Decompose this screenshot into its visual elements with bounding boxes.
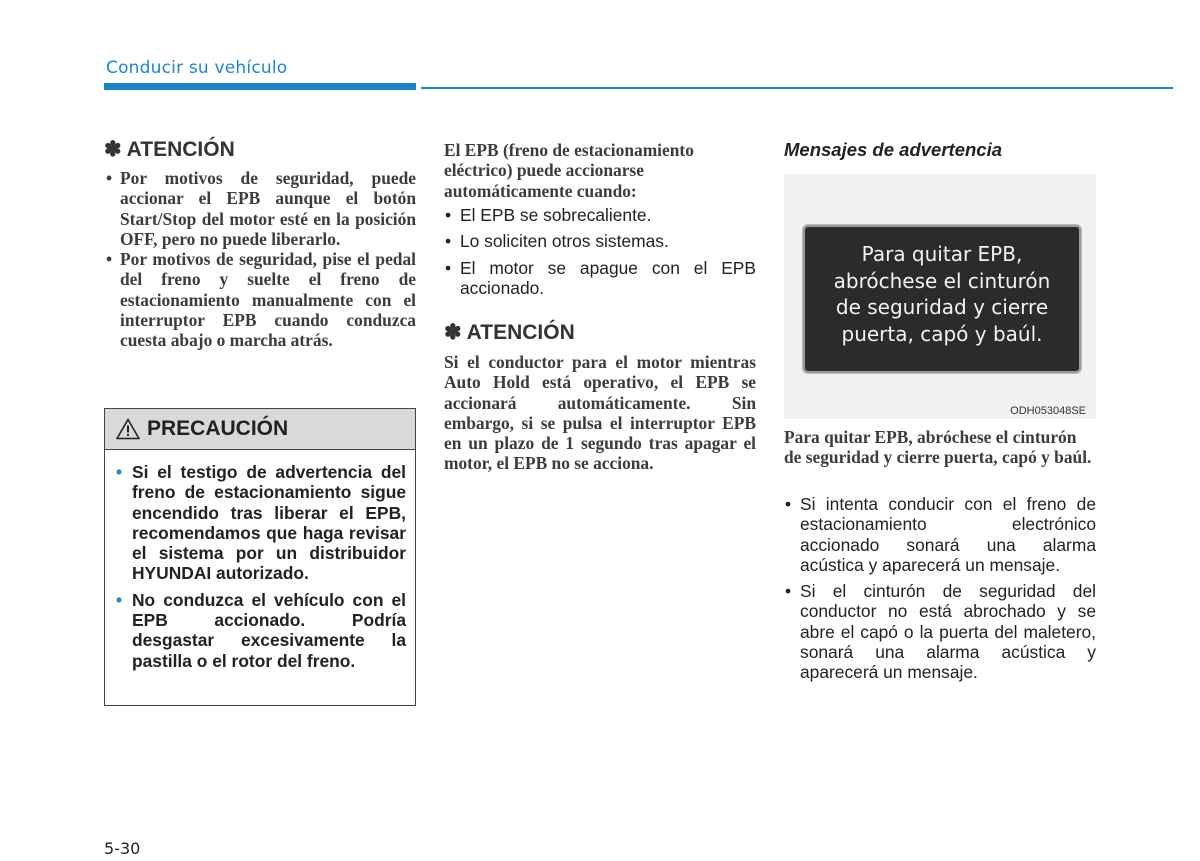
caution-title: PRECAUCIÓN [147, 417, 289, 440]
cluster-display [803, 225, 1081, 373]
warning-messages-list [784, 494, 1096, 689]
warning-triangle-icon [116, 418, 140, 440]
list-item: • Por motivos de seguridad, puede accionar el EPB aunque el botón Start/Stop del motor esté en la posición OFF, pero no puede liberarlo. [106, 168, 416, 249]
caution-list [115, 462, 406, 677]
warning-messages-heading: Mensajes de advertencia [784, 139, 1002, 160]
list-item: • El motor se apague con el EPB accionado. [445, 257, 756, 298]
caution-header [105, 409, 415, 450]
list-item: • Si el cinturón de seguridad del conductor no está abrochado y se abre el capó o la puerta del maletero, sonará una alarma acústica y aparecerá un mensaje. [785, 581, 1096, 683]
list-item: • Si intenta conducir con el freno de estacionamiento electrónico accionado sonará una alarma acústica y aparecerá un mensaje. [785, 494, 1096, 575]
header-rule-thin [421, 87, 1173, 89]
image-caption: Para quitar EPB, abróchese el cinturón de seguridad y cierre puerta, capó y baúl. [784, 427, 1092, 468]
list-item: • No conduzca el vehículo con el EPB accionado. Podría desgastar excesivamente la pastilla o el rotor del freno. [116, 589, 406, 671]
epb-intro: El EPB (freno de estacionamiento eléctrico) puede accionarse automáticamente cuando: [444, 140, 694, 201]
epb-conditions-list [444, 205, 756, 304]
section-title: Conducir su vehículo [106, 58, 288, 78]
list-item: • Lo soliciten otros sistemas. [445, 231, 669, 252]
cluster-message-text: Para quitar EPB, abróchese el cinturón de seguridad y cierre puerta, capó y baúl. [833, 242, 1051, 346]
caution-box [104, 408, 416, 706]
image-code: ODH053048SE [1010, 405, 1086, 417]
attention-heading-1: ✽ ATENCIÓN [104, 138, 235, 161]
list-item: • Si el testigo de advertencia del freno de estacionamiento sigue encendido tras liberar el EPB, recomendamos que haga revisar el sistema por un distribuidor HYUNDAI autorizado. [116, 462, 406, 584]
page-number: 5-30 [104, 839, 141, 858]
attention-list-1 [104, 168, 416, 351]
attention-heading-2: ✽ ATENCIÓN [444, 321, 575, 344]
cluster-message-image [784, 174, 1096, 419]
header-rule-thick [104, 83, 416, 90]
attention-text-2: Si el conductor para el motor mientras Auto Hold está operativo, el EPB se accionará automáticamente. Sin embargo, si se pulsa el interruptor EPB en un plazo de 1 segundo tras apagar el motor, el EPB no se acciona. [444, 352, 756, 474]
list-item: • El EPB se sobrecaliente. [445, 205, 652, 225]
list-item: • Por motivos de seguridad, pise el pedal del freno y suelte el freno de estacionamiento manualmente con el interruptor EPB cuando conduzca cuesta abajo o marcha atrás. [106, 249, 416, 351]
